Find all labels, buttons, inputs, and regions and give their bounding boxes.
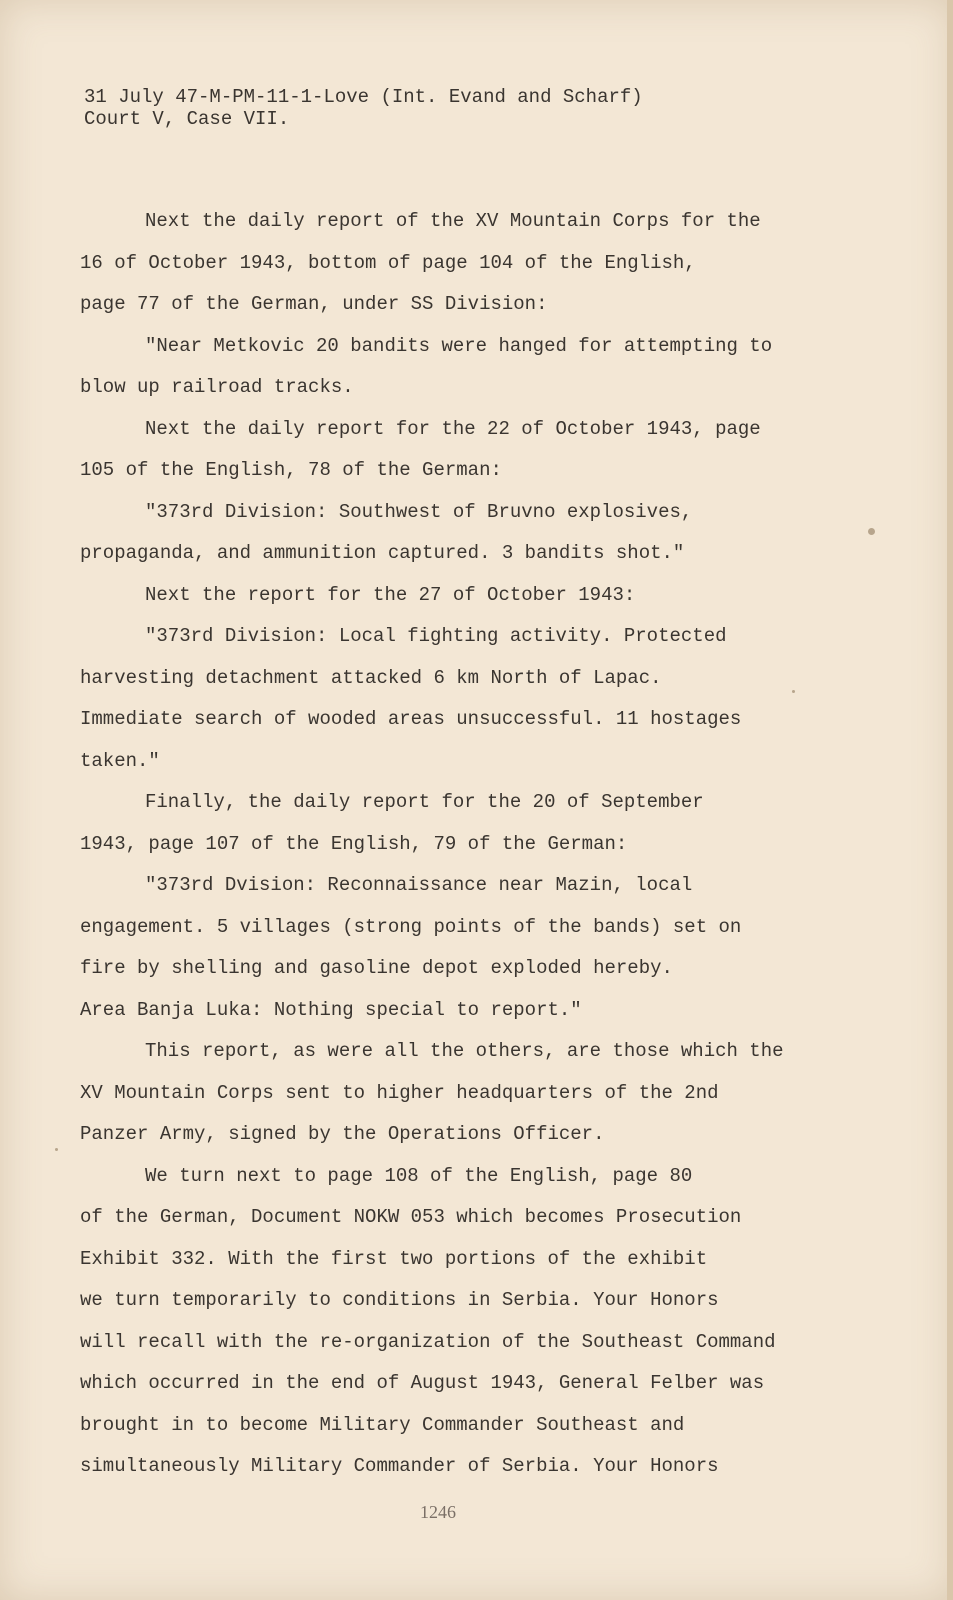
transcript-body bbox=[80, 206, 860, 1493]
transcript-line: We turn next to page 108 of the English, page 80 bbox=[145, 1164, 693, 1187]
transcript-line: which occurred in the end of August 1943, General Felber was bbox=[80, 1372, 765, 1394]
transcript-line: of the German, Document NOKW 053 which becomes Prosecution bbox=[80, 1206, 742, 1228]
transcript-line: blow up railroad tracks. bbox=[80, 376, 354, 398]
transcript-line: propaganda, and ammunition captured. 3 bandits shot." bbox=[80, 542, 685, 564]
transcript-line: "373rd Division: Southwest of Bruvno explosives, bbox=[145, 500, 693, 523]
transcript-line: Next the report for the 27 of October 1943: bbox=[145, 583, 636, 606]
transcript-line: Next the daily report for the 22 of October 1943, page bbox=[145, 417, 761, 440]
transcript-line: 16 of October 1943, bottom of page 104 of the English, bbox=[80, 251, 696, 274]
paper-speck bbox=[868, 528, 875, 535]
document-header bbox=[84, 86, 643, 130]
transcript-line: Next the daily report of the XV Mountain Corps for the bbox=[145, 210, 761, 232]
transcript-line: This report, as were all the others, are those which the bbox=[145, 1040, 784, 1062]
page-edge bbox=[947, 0, 953, 1600]
transcript-line: page 77 of the German, under SS Division: bbox=[80, 293, 548, 315]
transcript-line: 105 of the English, 78 of the German: bbox=[80, 459, 502, 481]
transcript-line: simultaneously Military Commander of Serbia. Your Honors bbox=[80, 1455, 719, 1477]
transcript-line: fire by shelling and gasoline depot exploded hereby. bbox=[80, 957, 673, 979]
transcript-line: harvesting detachment attacked 6 km North of Lapac. bbox=[80, 666, 662, 689]
transcript-line: we turn temporarily to conditions in Serbia. Your Honors bbox=[80, 1289, 719, 1311]
transcript-line: XV Mountain Corps sent to higher headquarters of the 2nd bbox=[80, 1081, 719, 1104]
transcript-line: engagement. 5 villages (strong points of the bands) set on bbox=[80, 915, 742, 938]
paper-speck bbox=[55, 1148, 58, 1151]
transcript-line: "Near Metkovic 20 bandits were hanged for attempting to bbox=[145, 334, 773, 357]
transcript-line: 1943, page 107 of the English, 79 of the German: bbox=[80, 832, 628, 855]
transcript-line: brought in to become Military Commander Southeast and bbox=[80, 1413, 685, 1436]
transcript-line: Area Banja Luka: Nothing special to report." bbox=[80, 998, 582, 1021]
transcript-line: will recall with the re-organization of the Southeast Command bbox=[80, 1330, 776, 1353]
transcript-line: Panzer Army, signed by the Operations Officer. bbox=[80, 1123, 605, 1145]
header-line-2: Court V, Case VII. bbox=[84, 108, 290, 130]
page-number: 1246 bbox=[420, 1502, 456, 1522]
transcript-line: "373rd Division: Local fighting activity. Protected bbox=[145, 625, 727, 647]
transcript-line: Immediate search of wooded areas unsuccessful. 11 hostages bbox=[80, 708, 742, 730]
header-line-1: 31 July 47-M-PM-11-1-Love (Int. Evand and Scharf) bbox=[84, 86, 643, 108]
transcript-line: Exhibit 332. With the first two portions of the exhibit bbox=[80, 1247, 708, 1270]
transcript-line: taken." bbox=[80, 749, 160, 772]
transcript-line: Finally, the daily report for the 20 of September bbox=[145, 791, 704, 813]
transcript-line: "373rd Dvision: Reconnaissance near Mazin, local bbox=[145, 874, 693, 896]
